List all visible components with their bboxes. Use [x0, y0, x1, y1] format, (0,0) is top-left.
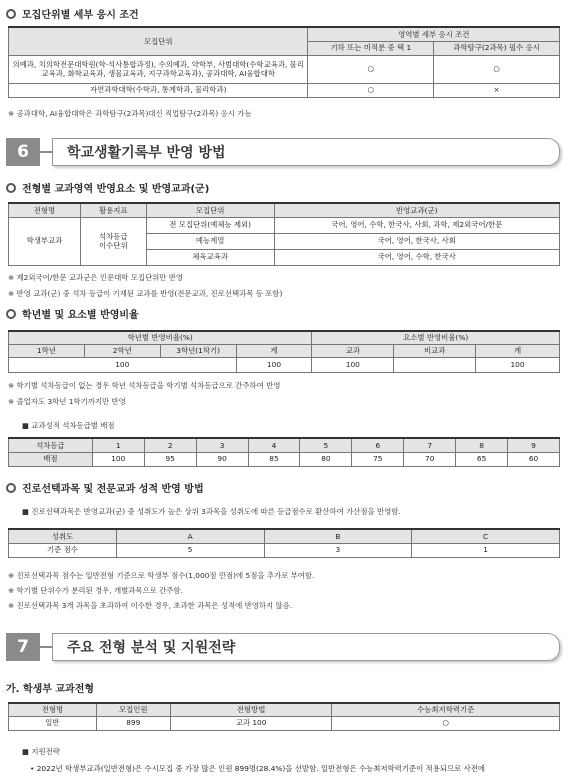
- connector-line: [40, 633, 52, 661]
- table-row: [9, 543, 560, 557]
- connector-line: [40, 138, 52, 166]
- level-cell: A: [116, 529, 264, 543]
- grade-cell: 2: [144, 438, 196, 452]
- grade-cell: 4: [248, 438, 300, 452]
- note: ※ 졸업자도 3학년 1학기까지만 반영: [8, 397, 126, 406]
- circle-bullet-icon: [6, 483, 16, 493]
- header-conditions: 영역별 세부 응시 조건: [308, 27, 560, 41]
- cell-sum: 100: [236, 357, 312, 372]
- grade-cell: 9: [508, 438, 560, 452]
- subjects-table: [8, 202, 560, 266]
- header-type: 전형명: [9, 203, 81, 217]
- cell-unit: 자연과학대학(수학과, 통계학과, 물리학과): [9, 83, 308, 97]
- cell-method: 교과 100: [170, 716, 332, 730]
- header-condition-science: 과학탐구(2과목) 필수 응시: [434, 41, 560, 55]
- cell-check: ○: [434, 55, 560, 83]
- section-heading-conditions: [6, 6, 139, 21]
- chapter-banner-7: [6, 633, 560, 661]
- header-minimum: 수능최저학력기준: [332, 703, 560, 716]
- score-cell: 95: [144, 452, 196, 466]
- note: ※ 학기별 단위수가 분리된 경우, 개별과목으로 간주함.: [8, 586, 183, 595]
- cell-unit: 의예과, 치의학전문대학원(학·석사통합과정), 수의예과, 약학부, 사범대학(수학교육과, 물리교육과, 화학교육과, 생물교육과, 지구과학교육과), 공과대학, AI융합대학: [9, 55, 308, 83]
- header-col: 3학년(1학기): [160, 344, 236, 357]
- note: ※ 공과대학, AI융합대학은 과학탐구(2과목)대신 직업탐구(2과목) 응시 가능: [8, 109, 252, 118]
- cell-unit: 전 모집단위(예체능 제외): [146, 217, 274, 233]
- chapter-title: 주요 전형 분석 및 지원전략: [52, 633, 560, 661]
- header-col: 1학년: [9, 344, 85, 357]
- bullet-line: ■ 지원전략: [22, 747, 60, 756]
- cell-count: 899: [96, 716, 170, 730]
- score-cell: 80: [300, 452, 352, 466]
- cell-type: 학생부교과: [9, 217, 81, 265]
- section-heading-subjects: [6, 180, 209, 195]
- grade-score-table: [8, 437, 560, 467]
- achievement-table: [8, 528, 560, 558]
- header-col: 계: [236, 344, 312, 357]
- point-cell: 1: [412, 543, 560, 557]
- cell-subjects: 국어, 영어, 수학, 한국사: [274, 249, 559, 265]
- header-col: 계: [476, 344, 560, 357]
- strategy-line: • 2022년 학생부교과(일반전형)은 수시모집 중 가장 많은 인원 899명(28.4%)을 선발함. 일반전형은 수능최저학력기준이 적용되므로 사전에: [30, 764, 486, 773]
- score-cell: 90: [196, 452, 248, 466]
- note: ※ 진로선택과목 점수는 일반전형 기준으로 학생부 점수(1,000점 만점)에 5점을 추가로 부여함.: [8, 571, 315, 580]
- grade-cell: 1: [92, 438, 144, 452]
- table-row: [9, 716, 560, 730]
- score-cell: 70: [404, 452, 456, 466]
- header-subjects: 반영교과(군): [274, 203, 559, 217]
- row-label: 기준 점수: [9, 543, 117, 557]
- header-col: 교과: [312, 344, 394, 357]
- chapter-number: 6: [6, 138, 40, 166]
- cell-grade-merged: 100: [9, 357, 237, 372]
- bullet-line: ■ 진로선택과목은 반영교과(군) 중 성취도가 높은 상위 3과목을 성취도에 따른 등급점수로 환산하여 가산점을 반영함.: [22, 507, 401, 516]
- conditions-table: [8, 26, 560, 98]
- admission-table: [8, 702, 560, 731]
- cell-sum: 100: [476, 357, 560, 372]
- strategy-text: 2022년 학생부교과(일반전형)은 수시모집 중 가장 많은 인원 899명(28.4%)을 선발함. 일반전형은 수능최저학력기준이 적용되므로 사전에: [36, 764, 486, 773]
- table-row: [9, 217, 560, 233]
- note: ※ 학기별 석차등급이 없는 경우 학년 석차등급을 학기별 석차등급으로 간주하여 반영: [8, 381, 281, 390]
- grade-cell: 6: [352, 438, 404, 452]
- section-title: 진로선택과목 및 전문교과 성적 반영 방법: [22, 484, 204, 495]
- bullet-text: 교과성적 석차등급별 배점: [31, 421, 115, 430]
- section-heading-ratios: [6, 306, 139, 321]
- header-unit: 모집단위: [146, 203, 274, 217]
- table-row: [9, 83, 560, 97]
- circle-bullet-icon: [6, 309, 16, 319]
- score-cell: 75: [352, 452, 404, 466]
- grade-cell: 3: [196, 438, 248, 452]
- cell-subjects: 국어, 영어, 수학, 한국사, 사회, 과학, 제2외국어/한문: [274, 217, 559, 233]
- chapter-banner-6: [6, 138, 560, 166]
- chapter-title: 학교생활기록부 반영 방법: [52, 138, 560, 166]
- header-score: 배점: [9, 452, 93, 466]
- header-name: 전형명: [9, 703, 97, 716]
- header-grade: 석차등급: [9, 438, 93, 452]
- grade-cell: 8: [456, 438, 508, 452]
- cell-check: ○: [308, 55, 434, 83]
- cell-subject: 100: [312, 357, 394, 372]
- bullet-text: 지원전략: [31, 747, 60, 756]
- header-indicator: 활용지표: [80, 203, 146, 217]
- score-cell: 85: [248, 452, 300, 466]
- bullet-line: ■ 교과성적 석차등급별 배점: [22, 421, 115, 430]
- grade-cell: 7: [404, 438, 456, 452]
- header-method: 전형방법: [170, 703, 332, 716]
- level-cell: B: [264, 529, 412, 543]
- table-row: [9, 357, 560, 372]
- note: ※ 진로선택과목 3개 과목을 초과하여 이수한 경우, 초과한 과목은 성적에 반영하지 않음.: [8, 601, 293, 610]
- score-cell: 65: [456, 452, 508, 466]
- point-cell: 5: [116, 543, 264, 557]
- cell-check: ○: [308, 83, 434, 97]
- cell-subjects: 국어, 영어, 한국사, 사회: [274, 233, 559, 249]
- section-title: 모집단위별 세부 응시 조건: [22, 10, 139, 21]
- section-heading-career: [6, 480, 204, 495]
- header-count: 모집인원: [96, 703, 170, 716]
- score-cell: 100: [92, 452, 144, 466]
- note: ※ 제2외국어/한문 교과군은 인문대학 모집단위만 반영: [8, 273, 184, 282]
- circle-bullet-icon: [6, 183, 16, 193]
- cell-minimum: ○: [332, 716, 560, 730]
- cell-name: 일반: [9, 716, 97, 730]
- section-title: 전형별 교과영역 반영요소 및 반영교과(군): [22, 184, 210, 195]
- grade-cell: 5: [300, 438, 352, 452]
- bullet-text: 진로선택과목은 반영교과(군) 중 성취도가 높은 상위 3과목을 성취도에 따른 등급점수로 환산하여 가산점을 반영함.: [31, 507, 401, 516]
- cell-unit: 체육교육과: [146, 249, 274, 265]
- header-col: 2학년: [84, 344, 160, 357]
- circle-bullet-icon: [6, 9, 16, 19]
- header-grade-ratio: 학년별 반영비율(%): [9, 331, 312, 344]
- section-title: 학년별 및 요소별 반영비율: [22, 310, 139, 321]
- chapter-number: 7: [6, 633, 40, 661]
- ratio-table: [8, 330, 560, 373]
- header-col: 비교과: [394, 344, 476, 357]
- table-row: [9, 452, 560, 466]
- header-achievement: 성취도: [9, 529, 117, 543]
- note: ※ 반영 교과(군) 중 석차 등급이 기재된 교과를 반영(전문교과, 진로선택과목 등 포함): [8, 289, 283, 298]
- cell-check: ×: [434, 83, 560, 97]
- header-element-ratio: 요소별 반영비율(%): [312, 331, 560, 344]
- level-cell: C: [412, 529, 560, 543]
- cell-nonsubject: [394, 357, 476, 372]
- header-condition-math: 기하 또는 미적분 중 택 1: [308, 41, 434, 55]
- point-cell: 3: [264, 543, 412, 557]
- header-unit: 모집단위: [9, 27, 308, 55]
- cell-indicator: 석차등급 이수단위: [80, 217, 146, 265]
- cell-unit: 예능계열: [146, 233, 274, 249]
- score-cell: 60: [508, 452, 560, 466]
- table-row: [9, 55, 560, 83]
- subsection-title: 가. 학생부 교과전형: [6, 684, 95, 695]
